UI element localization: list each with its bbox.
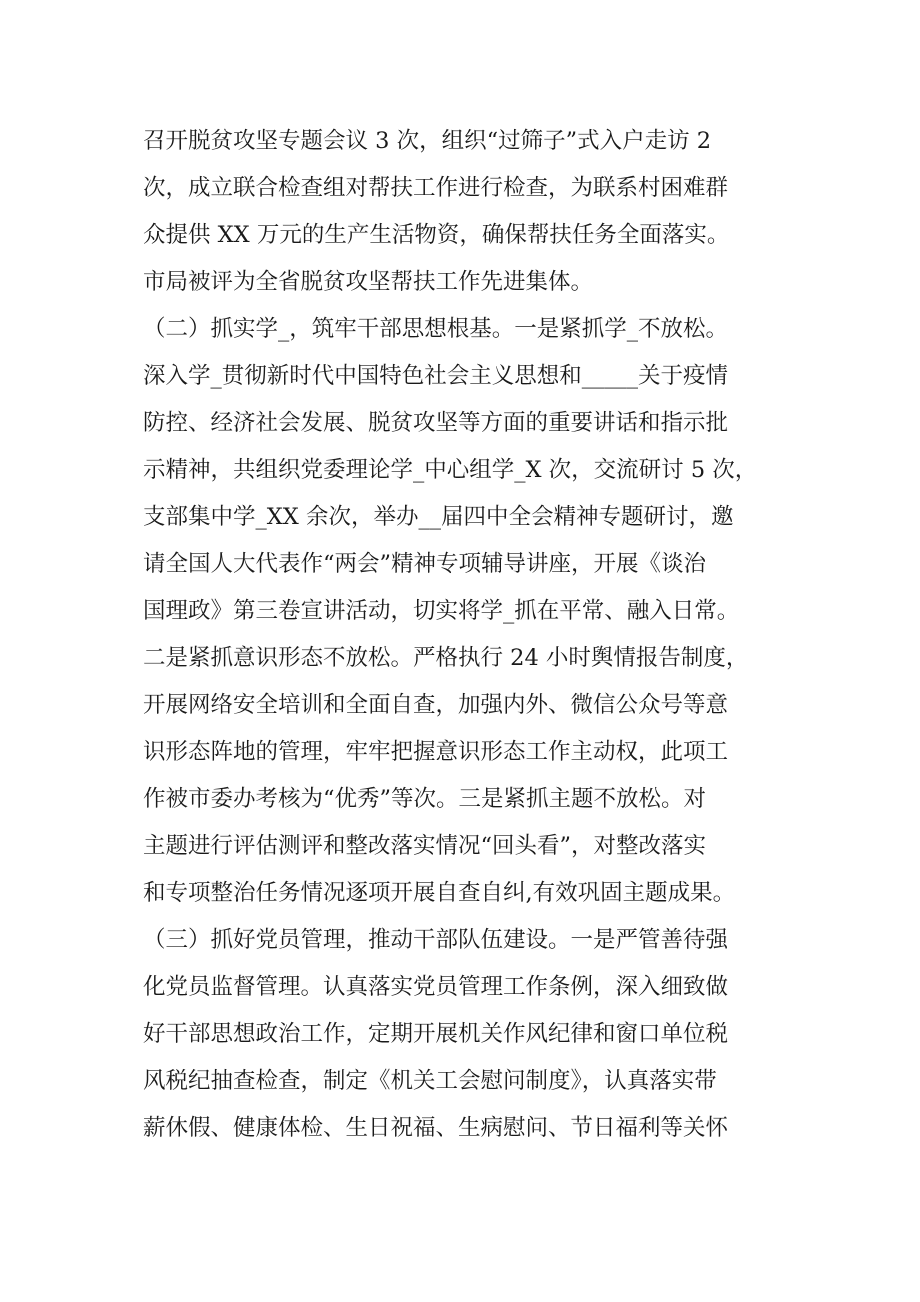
text-line: 开展网络安全培训和全面自查，加强内外、微信公众号等意 xyxy=(143,692,729,718)
text-line: 主题进行评估测评和整改落实情况“回头看”，对整改落实 xyxy=(143,833,707,859)
text-line: 和专项整治任务情况逐项开展自查自纠,有效巩固主题成果。 xyxy=(143,880,736,906)
document-body xyxy=(143,118,813,1152)
text-line: 防控、经济社会发展、脱贫攻坚等方面的重要讲话和指示批 xyxy=(143,410,729,436)
text-line: 次，成立联合检查组对帮扶工作进行检查，为联系村困难群 xyxy=(143,175,729,201)
text-line: 市局被评为全省脱贫攻坚帮扶工作先进集体。 xyxy=(143,269,594,295)
text-line: 二是紧抓意识形态不放松。严格执行 24 小时舆情报告制度， xyxy=(143,645,749,671)
text-line: 支部集中学_XX 余次，举办__届四中全会精神专题研讨，邀 xyxy=(143,504,734,530)
text-line: 好干部思想政治工作，定期开展机关作风纪律和窗口单位税 xyxy=(143,1021,729,1047)
text-line: 识形态阵地的管理，牢牢把握意识形态工作主动权，此项工 xyxy=(143,739,729,765)
text-line: （二）抓实学_，筑牢干部思想根基。一是紧抓学_不放松。 xyxy=(143,316,729,342)
text-line: 众提供 XX 万元的生产生活物资，确保帮扶任务全面落实。 xyxy=(143,222,730,248)
text-line: 化党员监督管理。认真落实党员管理工作条例，深入细致做 xyxy=(143,974,729,1000)
text-line: 风税纪抽查检查，制定《机关工会慰问制度》，认真落实带 xyxy=(143,1068,717,1094)
text-line: 作被市委办考核为“优秀”等次。三是紧抓主题不放松。对 xyxy=(143,786,707,812)
text-line: 示精神，共组织党委理论学_中心组学_X 次，交流研讨 5 次， xyxy=(143,457,758,483)
text-line: 召开脱贫攻坚专题会议 3 次，组织“过筛子”式入户走访 2 xyxy=(143,128,712,154)
text-line: 国理政》第三卷宣讲活动，切实将学_抓在平常、融入日常。 xyxy=(143,598,740,624)
text-line: 薪休假、健康体检、生日祝福、生病慰问、节日福利等关怀 xyxy=(143,1115,729,1141)
text-line: （三）抓好党员管理，推动干部队伍建设。一是严管善待强 xyxy=(143,927,729,953)
text-line: 请全国人大代表作“两会”精神专项辅导讲座，开展《谈治 xyxy=(143,551,707,577)
text-line: 深入学_贯彻新时代中国特色社会主义思想和_____关于疫情 xyxy=(143,363,729,389)
